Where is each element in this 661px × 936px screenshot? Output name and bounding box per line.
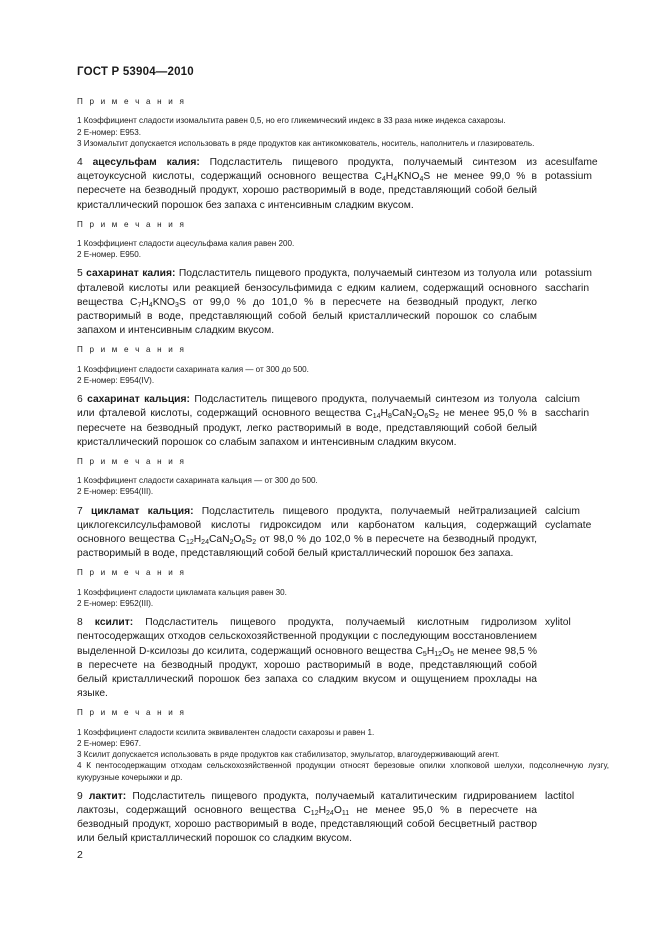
term-definition — [77, 505, 537, 562]
formula-subscript: 12 — [434, 650, 443, 658]
note-item: 3 Изомальтит допускается использовать в ряде продуктов как антикомкователь, носитель, наполнитель и глазирователь. — [77, 138, 535, 148]
term-english — [539, 267, 609, 338]
term-name: цикламат кальция: — [90, 505, 194, 517]
term-english — [539, 790, 609, 847]
term-english-line: lactitol — [545, 790, 575, 802]
term-text-part: не менее 95,0 % в пересчете на безводный продукт, легко растворимый в воде, представляющий собой белый кристаллический порошок со слабым запахом и интенсивным сладким вкусом. — [77, 408, 537, 448]
formula-symbol: H — [426, 645, 435, 657]
formula-symbol: KNO — [152, 296, 176, 308]
formula-subscript: 12 — [310, 809, 319, 817]
term-notes — [77, 456, 609, 498]
term-entry-calcium-cyclamate — [77, 505, 609, 562]
term-text-part: Подсластитель пищевого продукта, получаемый синтезом из толуола или фталевой кислоты или реакцией бензосульфимида с едким калием, содержащий основного вещества С — [77, 268, 537, 308]
formula-symbol: O — [442, 645, 451, 657]
notes-label: П р и м е ч а н и я — [77, 345, 187, 355]
term-text-part: Подсластитель пищевого продукта, получаемый синтезом из толуола или фталевой кислоты, содержащий основного вещества С — [77, 394, 537, 420]
term-number: 9 — [77, 790, 83, 802]
term-name: лактит: — [88, 790, 127, 802]
formula-symbol: H — [193, 534, 202, 546]
formula-symbol: S — [178, 296, 186, 308]
formula-subscript: 14 — [372, 413, 381, 421]
term-number: 4 — [77, 156, 83, 168]
notes-label: П р и м е ч а н и я — [77, 568, 187, 578]
formula-subscript: 7 — [137, 301, 142, 309]
term-english-line: calcium — [545, 394, 580, 406]
formula-symbol: S — [423, 171, 431, 183]
note-item: 1 Коэффициент сладости цикламата кальция равен 30. — [77, 587, 287, 597]
formula-subscript: 8 — [387, 413, 392, 421]
term-english-line: potassium — [545, 268, 592, 280]
formula-symbol: KNO — [397, 171, 420, 183]
term-definition — [77, 616, 537, 701]
note-item: 2 Е-номер: Е952(III). — [77, 598, 154, 608]
formula-subscript: 6 — [241, 539, 246, 547]
note-item: 3 Ксилит допускается использовать в ряде продуктов как стабилизатор, эмульгатор, влагоудерживающий агент. — [77, 750, 500, 760]
notes-label: П р и м е ч а н и я — [77, 708, 187, 718]
note-item: 1 Коэффициент сладости сахарината кальция — от 300 до 500. — [77, 476, 318, 486]
notes-label: П р и м е ч а н и я — [77, 97, 187, 106]
term-text-part: от 98,0 % до 102,0 % в пересчете на безводный продукт, растворимый в воде, представляющий собой белый кристаллический порошок без запаха. — [77, 534, 537, 560]
term-name: ксилит: — [94, 617, 134, 629]
formula-subscript: 24 — [326, 809, 334, 817]
formula-subscript: 24 — [201, 539, 209, 547]
note-item: 2 Е-номер: Е953. — [77, 127, 142, 137]
term-english-line: saccharin — [545, 282, 590, 294]
term-english — [539, 393, 609, 450]
term-text-part: от 99,0 % до 101,0 % в пересчете на безводный продукт, легко растворимый в воде, представляющий собой белый кристаллический порошок со слабым запахом и интенсивным сладким вкусом. — [77, 296, 537, 337]
formula-symbol: CaN — [391, 408, 413, 420]
term-text-part: Подсластитель пищевого продукта, получаемый синтезом из ацетоуксусной кислоты, содержащий основного вещества С — [77, 156, 537, 183]
formula-symbol: H — [318, 804, 327, 816]
document-code: ГОСТ Р 53904—2010 — [77, 66, 194, 78]
term-definition — [77, 156, 537, 213]
term-entry-lactitol — [77, 790, 609, 847]
formula-symbol: O — [416, 408, 425, 420]
term-number: 5 — [77, 268, 83, 280]
term-english — [539, 156, 609, 213]
note-item: 1 Коэффициент сладости изомальтита равен 0,5, но его гликемический индекс в 33 раза ниже индекса сахарозы. — [77, 116, 506, 126]
note-item: 2 Е-номер: Е967. — [77, 738, 142, 748]
formula-subscript: 6 — [424, 413, 429, 421]
term-text-part: не менее 98,5 % в пересчете на безводный продукт, хорошо растворимый в воде, представляющий собой белый кристаллический порошок без запаха со сладким вкусом и ощущением прохлады на языке. — [77, 645, 537, 700]
note-item: 1 Коэффициент сладости ацесульфама калия равен 200. — [77, 239, 295, 249]
formula-subscript: 3 — [175, 301, 179, 309]
formula-symbol: S — [245, 534, 253, 546]
isomalt-notes — [77, 96, 609, 149]
document-body — [77, 96, 609, 853]
term-name: сахаринат кальция: — [87, 394, 190, 406]
term-text-part: не менее 95,0 % в пересчете на безводный продукт, хорошо растворимый в воде, представляющий собой бесцветный раствор или белый кристаллический порошок со сладким вкусом. — [77, 804, 537, 845]
formula-subscript: 5 — [450, 650, 454, 658]
formula-symbol: O — [233, 534, 242, 546]
term-english-line: potassium — [545, 171, 592, 183]
term-number: 8 — [77, 617, 83, 629]
term-english-line: calcium — [545, 505, 580, 517]
term-english — [539, 616, 609, 701]
formula-symbol: H — [141, 296, 149, 308]
note-item: 2 Е-номер: Е954(IV). — [77, 375, 155, 385]
term-notes — [77, 344, 609, 386]
term-english-line: saccharin — [545, 408, 590, 420]
formula-subscript: 4 — [419, 176, 424, 184]
term-notes — [77, 707, 609, 782]
formula-subscript: 2 — [435, 413, 440, 421]
formula-subscript: 4 — [381, 176, 386, 184]
term-text-part: Подсластитель пищевого продукта, получаемый кислотным гидролизом пентосодержащих отходов сельскохозяйственной продукции с последующим восстановлением выделенной D-ксилозы до ксилита, содержащий основного вещества С — [77, 617, 537, 657]
formula-symbol: O — [333, 804, 342, 816]
term-definition — [77, 393, 537, 450]
term-text-part: Подсластитель пищевого продукта, получаемый каталитическим гидрированием лактозы, содержащий основного вещества С — [77, 790, 537, 816]
formula-subscript: 12 — [185, 539, 194, 547]
term-english-line: xylitol — [545, 617, 571, 629]
note-item: 4 К пентосодержащим отходам сельскохозяйственной продукции относят березовые опилки хлопковой шелухи, подсолнечную лузгу, кукурузные кочерыжки и др. — [77, 761, 609, 782]
formula-subscript: 5 — [422, 650, 427, 658]
note-item: 1 Коэффициент сладости ксилита эквивалентен сладости сахарозы и равен 1. — [77, 727, 375, 737]
term-definition — [77, 267, 537, 338]
notes-label: П р и м е ч а н и я — [77, 456, 187, 466]
formula-symbol: H — [380, 408, 388, 420]
notes-label: П р и м е ч а н и я — [77, 219, 187, 229]
formula-subscript: 2 — [229, 539, 234, 547]
formula-symbol: H — [385, 171, 394, 183]
formula-subscript: 2 — [252, 539, 257, 547]
formula-subscript: 4 — [393, 176, 398, 184]
formula-subscript: 11 — [341, 809, 350, 817]
term-english-line: cyclamate — [545, 519, 592, 531]
formula-subscript: 4 — [148, 301, 153, 309]
term-notes — [77, 567, 609, 609]
note-item: 2 Е-номер. Е950. — [77, 250, 142, 260]
formula-symbol: S — [428, 408, 436, 420]
term-number: 7 — [77, 505, 83, 517]
term-name: ацесульфам калия: — [92, 156, 200, 168]
term-entry-xylitol — [77, 616, 609, 701]
term-entry-acesulfame — [77, 156, 609, 213]
term-text-part: не менее 99,0 % в пересчете на безводный продукт, хорошо растворимый в воде, представляющий собой белый кристаллический порошок без запаха с интенсивным сладким вкусом. — [77, 171, 537, 211]
formula-subscript: 2 — [412, 413, 417, 421]
term-name: сахаринат калия: — [86, 268, 176, 280]
term-entry-calcium-saccharin — [77, 393, 609, 450]
page-number: 2 — [77, 849, 83, 861]
note-item: 1 Коэффициент сладости сахарината калия — от 300 до 500. — [77, 364, 309, 374]
note-item: 2 Е-номер: Е954(III). — [77, 487, 154, 497]
term-english-line: acesulfame — [545, 156, 598, 168]
term-entry-potassium-saccharin — [77, 267, 609, 338]
term-notes — [77, 219, 609, 261]
term-english — [539, 505, 609, 562]
term-text-part: Подсластитель пищевого продукта, получаемый нейтрализацией циклогексилсульфамовой кислоты гидроксидом или карбонатом кальция, содержащий основного вещества С — [77, 505, 537, 546]
term-number: 6 — [77, 394, 83, 406]
term-definition — [77, 790, 537, 847]
formula-symbol: CaN — [208, 534, 230, 546]
